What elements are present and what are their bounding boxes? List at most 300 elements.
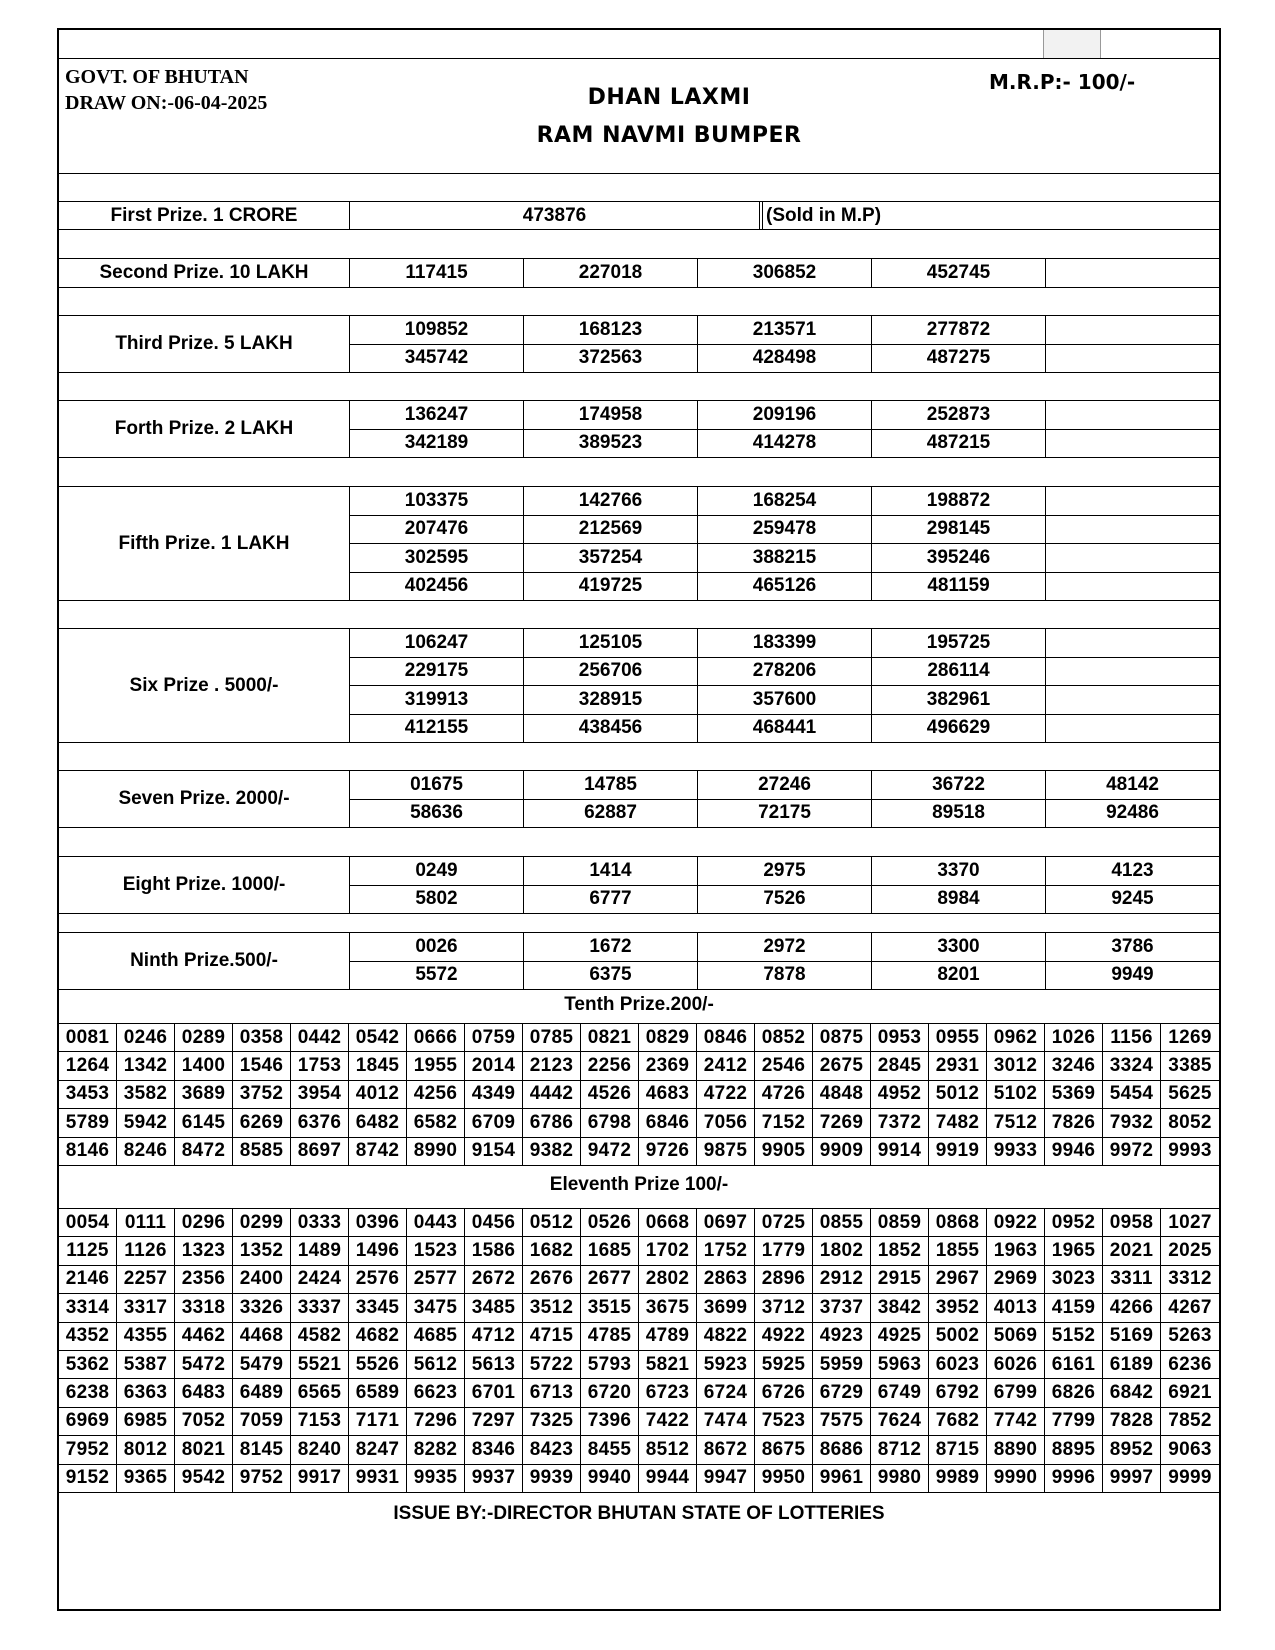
eleventh-prize-number: 7624: [871, 1408, 929, 1436]
eleventh-prize-number: 0697: [697, 1209, 755, 1237]
divider: [59, 58, 1219, 59]
tenth-prize-number: 8585: [233, 1138, 291, 1166]
eleventh-prize-number: 8012: [117, 1436, 175, 1464]
eleventh-prize-number: 9939: [523, 1465, 581, 1493]
eleventh-prize-number: 2802: [639, 1266, 697, 1294]
tenth-prize-number: 1026: [1045, 1024, 1103, 1052]
eleventh-prize-number: 4922: [755, 1323, 813, 1351]
tenth-prize-number: 6376: [291, 1109, 349, 1137]
tenth-prize-number: 3582: [117, 1081, 175, 1109]
eleventh-prize-number: 2676: [523, 1266, 581, 1294]
prize-number-row: [350, 885, 1219, 914]
tenth-prize-number: 0875: [813, 1024, 871, 1052]
prize-number: 1414: [524, 857, 698, 885]
eleventh-prize-number: 8672: [697, 1436, 755, 1464]
tenth-prize-number: 2256: [581, 1052, 639, 1080]
eleventh-prize-number: 0512: [523, 1209, 581, 1237]
eleventh-prize-number: 9961: [813, 1465, 871, 1493]
tenth-prize-number: 1156: [1103, 1024, 1161, 1052]
tenth-prize-number: 7372: [871, 1109, 929, 1137]
eleventh-prize-number: 8282: [407, 1436, 465, 1464]
tenth-prize-number: 0953: [871, 1024, 929, 1052]
eleventh-prize-number: 1965: [1045, 1237, 1103, 1265]
eleventh-prize-number: 2896: [755, 1266, 813, 1294]
eleventh-prize-number: 1685: [581, 1237, 639, 1265]
prize-number: [1046, 345, 1219, 373]
eleventh-prize-number: 6483: [175, 1379, 233, 1407]
eleventh-prize-number: 4468: [233, 1323, 291, 1351]
tenth-prize-number: 9154: [465, 1138, 523, 1166]
tenth-prize-number: 5942: [117, 1109, 175, 1137]
prize-number: 229175: [350, 658, 524, 686]
eleventh-prize-number: 5821: [639, 1351, 697, 1379]
eleventh-prize-number: 5362: [59, 1351, 117, 1379]
prize-number-row: [350, 401, 1219, 429]
tenth-prize-number: 3246: [1045, 1052, 1103, 1080]
prize-number: 487275: [872, 345, 1046, 373]
prize-number: 209196: [698, 401, 872, 429]
tenth-prize-number: 1400: [175, 1052, 233, 1080]
lottery-title: DHAN LAXMI: [587, 85, 751, 110]
eleventh-prize-number: 4582: [291, 1323, 349, 1351]
prize-number: 3786: [1111, 935, 1154, 957]
tenth-prize-number: 1269: [1161, 1024, 1219, 1052]
tenth-prize-number: 9946: [1045, 1138, 1103, 1166]
prize-number-row: [350, 515, 1219, 544]
eleventh-prize-number: 3312: [1161, 1266, 1219, 1294]
eleventh-prize-number: 6701: [465, 1379, 523, 1407]
prize-number: [1046, 629, 1219, 657]
tenth-prize-number: 1342: [117, 1052, 175, 1080]
prize-number-row: [350, 799, 1219, 828]
eleventh-prize-number: 5925: [755, 1351, 813, 1379]
prize-number: 6777: [524, 886, 698, 914]
prize-number: 306852: [698, 259, 872, 287]
eleventh-prize-number: 1802: [813, 1237, 871, 1265]
tenth-prize-number: 1753: [291, 1052, 349, 1080]
eleventh-prize-number: 1496: [349, 1237, 407, 1265]
eleventh-prize-number: 1523: [407, 1237, 465, 1265]
prize-number: 5802: [350, 886, 524, 914]
eleventh-prize-number: 6985: [117, 1408, 175, 1436]
eleventh-prize-number: 9999: [1161, 1465, 1219, 1493]
eleventh-prize-number: 0299: [233, 1209, 291, 1237]
eleventh-prize-number: 7742: [987, 1408, 1045, 1436]
eleventh-prize-number: 9917: [291, 1465, 349, 1493]
eleventh-prize-number: 7052: [175, 1408, 233, 1436]
eleventh-prize-number: 6489: [233, 1379, 291, 1407]
mrp-price: M.R.P:- 100/-: [989, 70, 1136, 94]
tenth-prize-number: 2931: [929, 1052, 987, 1080]
tenth-prize-number: 5454: [1103, 1081, 1161, 1109]
tenth-prize-number: 7512: [987, 1109, 1045, 1137]
eleventh-prize-number: 4682: [349, 1323, 407, 1351]
eleventh-prize-number: 6623: [407, 1379, 465, 1407]
eleventh-prize-number: 6720: [581, 1379, 639, 1407]
tenth-prize-number: 7826: [1045, 1109, 1103, 1137]
prize-number-row: [350, 487, 1219, 515]
tenth-prize-number: 7269: [813, 1109, 871, 1137]
tenth-prize-number: 0962: [987, 1024, 1045, 1052]
tenth-prize-number: 9726: [639, 1138, 697, 1166]
eleventh-prize-number: 9063: [1161, 1436, 1219, 1464]
tenth-prize-number: 4722: [697, 1081, 755, 1109]
prize-number: 136247: [350, 401, 524, 429]
tenth-prize-number: 2369: [639, 1052, 697, 1080]
eleventh-prize-number: 6713: [523, 1379, 581, 1407]
eleventh-prize-number: 6723: [639, 1379, 697, 1407]
tenth-prize-number: 0081: [59, 1024, 117, 1052]
eleventh-prize-number: 6729: [813, 1379, 871, 1407]
tenth-prize-number: 7932: [1103, 1109, 1161, 1137]
prize-number-row: [350, 714, 1219, 743]
prize-number: 207476: [350, 516, 524, 544]
eleventh-prize-number: 6724: [697, 1379, 755, 1407]
eleventh-prize-number: 2677: [581, 1266, 639, 1294]
tenth-prize-number: 0955: [929, 1024, 987, 1052]
prize-number-row: [350, 961, 1219, 990]
prize-row-6: [59, 628, 1219, 743]
prize-number: 5572: [350, 962, 524, 990]
tenth-prize-number: 2014: [465, 1052, 523, 1080]
eleventh-prize-number: 9950: [755, 1465, 813, 1493]
prize-number: [1046, 715, 1219, 743]
eleventh-prize-number: 4462: [175, 1323, 233, 1351]
prize-number: 142766: [524, 487, 698, 515]
eleventh-prize-number: 9996: [1045, 1465, 1103, 1493]
tenth-prize-number: 4952: [871, 1081, 929, 1109]
prize-number: [1046, 430, 1219, 458]
eleventh-prize-number: 4013: [987, 1294, 1045, 1322]
draw-date: DRAW ON:-06-04-2025: [65, 92, 268, 114]
prize-number: 395246: [872, 544, 1046, 572]
prize-number-row: [350, 771, 1219, 799]
tenth-prize-number: 3385: [1161, 1052, 1219, 1080]
tenth-prize-number: 0785: [523, 1024, 581, 1052]
prize-number: 72175: [698, 800, 872, 828]
eleventh-prize-number: 3023: [1045, 1266, 1103, 1294]
issuer-footer: ISSUE BY:-DIRECTOR BHUTAN STATE OF LOTTERIES: [393, 1503, 885, 1524]
eleventh-prize-number: 0855: [813, 1209, 871, 1237]
eleventh-prize-number: 6826: [1045, 1379, 1103, 1407]
eleventh-prize-number: 8512: [639, 1436, 697, 1464]
tenth-prize-number: 3752: [233, 1081, 291, 1109]
tenth-prize-number: 3453: [59, 1081, 117, 1109]
eleventh-prize-number: 4712: [465, 1323, 523, 1351]
first-prize-note: (Sold in M.P): [762, 202, 881, 229]
eleventh-prize-number: 8145: [233, 1436, 291, 1464]
prize-number: 8984: [872, 886, 1046, 914]
eleventh-prize-number: 0296: [175, 1209, 233, 1237]
eleventh-prize-number: 4789: [639, 1323, 697, 1351]
eleventh-prize-number: 5479: [233, 1351, 291, 1379]
eleventh-prize-number: 8712: [871, 1436, 929, 1464]
tenth-prize-number: 6582: [407, 1109, 465, 1137]
eleventh-prize-number: 8346: [465, 1436, 523, 1464]
eleventh-prize-number: 6189: [1103, 1351, 1161, 1379]
eleventh-prize-number: 9931: [349, 1465, 407, 1493]
prize-number: [1046, 544, 1219, 572]
tenth-prize-number: 9875: [697, 1138, 755, 1166]
eleventh-prize-number: 7297: [465, 1408, 523, 1436]
eleventh-prize-number: 6749: [871, 1379, 929, 1407]
eleventh-prize-number: 1323: [175, 1237, 233, 1265]
eleventh-prize-number: 1855: [929, 1237, 987, 1265]
divider: [59, 173, 1219, 174]
eleventh-prize-number: 5521: [291, 1351, 349, 1379]
prize-row-2: [59, 258, 1219, 288]
eleventh-prize-number: 1963: [987, 1237, 1045, 1265]
prize-number: 106247: [350, 629, 524, 657]
tenth-prize-number: 0759: [465, 1024, 523, 1052]
eleventh-prize-number: 1126: [117, 1237, 175, 1265]
prize-number-row: [350, 933, 1219, 961]
eleventh-prize-number: 6792: [929, 1379, 987, 1407]
prize-number: 7526: [698, 886, 872, 914]
eleventh-prize-number: 3311: [1103, 1266, 1161, 1294]
eleventh-prize-number: 3712: [755, 1294, 813, 1322]
tenth-prize-number: 8052: [1161, 1109, 1219, 1137]
first-prize-label: First Prize. 1 CRORE: [59, 202, 350, 229]
eleventh-prize-number: 6921: [1161, 1379, 1219, 1407]
eleventh-prize-number: 2863: [697, 1266, 755, 1294]
tenth-prize-number: 1845: [349, 1052, 407, 1080]
prize-number-row: [350, 629, 1219, 657]
eleventh-prize-number: 9937: [465, 1465, 523, 1493]
eleventh-prize-number: 7682: [929, 1408, 987, 1436]
eleventh-prize-number: 2356: [175, 1266, 233, 1294]
eleventh-prize-number: 7171: [349, 1408, 407, 1436]
prize-number-row: [350, 572, 1219, 601]
eleventh-prize-number: 6238: [59, 1379, 117, 1407]
tenth-prize-grid: [59, 1023, 1219, 1166]
prize-number: 7878: [698, 962, 872, 990]
tenth-prize-number: 2675: [813, 1052, 871, 1080]
eleventh-prize-number: 8890: [987, 1436, 1045, 1464]
eleventh-prize-number: 7422: [639, 1408, 697, 1436]
eleventh-prize-number: 2021: [1103, 1237, 1161, 1265]
eleventh-prize-number: 8423: [523, 1436, 581, 1464]
eleventh-prize-number: 1779: [755, 1237, 813, 1265]
eleventh-prize-number: 7852: [1161, 1408, 1219, 1436]
tenth-prize-number: 9972: [1103, 1138, 1161, 1166]
tenth-prize-number: 8990: [407, 1138, 465, 1166]
eleventh-prize-heading: Eleventh Prize 100/-: [549, 1174, 729, 1195]
eleventh-prize-number: 4685: [407, 1323, 465, 1351]
eleventh-prize-number: 5263: [1161, 1323, 1219, 1351]
eleventh-prize-number: 2424: [291, 1266, 349, 1294]
eleventh-prize-number: 3345: [349, 1294, 407, 1322]
eleventh-prize-number: 8247: [349, 1436, 407, 1464]
eleventh-prize-number: 6236: [1161, 1351, 1219, 1379]
eleventh-prize-number: 4266: [1103, 1294, 1161, 1322]
eleventh-prize-number: 3675: [639, 1294, 697, 1322]
eleventh-prize-number: 0456: [465, 1209, 523, 1237]
eleventh-prize-number: 9752: [233, 1465, 291, 1493]
eleventh-prize-number: 4715: [523, 1323, 581, 1351]
eleventh-prize-number: 1027: [1161, 1209, 1219, 1237]
eleventh-prize-number: 5963: [871, 1351, 929, 1379]
eleventh-prize-number: 1352: [233, 1237, 291, 1265]
prize-number: 402456: [350, 573, 524, 601]
tenth-prize-number: 4726: [755, 1081, 813, 1109]
prize-number: 9245: [1111, 888, 1154, 910]
prize-number: 6375: [524, 962, 698, 990]
prize-label: Ninth Prize.500/-: [59, 933, 350, 989]
prize-number: 414278: [698, 430, 872, 458]
eleventh-prize-number: 4822: [697, 1323, 755, 1351]
prize-number: 168123: [524, 316, 698, 344]
eleventh-prize-number: 7828: [1103, 1408, 1161, 1436]
prize-number: 278206: [698, 658, 872, 686]
tenth-prize-number: 9472: [581, 1138, 639, 1166]
prize-row-4: [59, 400, 1219, 458]
eleventh-prize-number: 8895: [1045, 1436, 1103, 1464]
tenth-prize-number: 8742: [349, 1138, 407, 1166]
prize-number-row: [350, 429, 1219, 458]
eleventh-prize-number: 0054: [59, 1209, 117, 1237]
tenth-prize-number: 8472: [175, 1138, 233, 1166]
eleventh-prize-number: 7575: [813, 1408, 871, 1436]
prize-number: 487215: [872, 430, 1046, 458]
eleventh-prize-number: 7153: [291, 1408, 349, 1436]
eleventh-prize-number: 8455: [581, 1436, 639, 1464]
eleventh-prize-number: 3699: [697, 1294, 755, 1322]
eleventh-prize-number: 6969: [59, 1408, 117, 1436]
tenth-prize-number: 0666: [407, 1024, 465, 1052]
prize-label: Third Prize. 5 LAKH: [59, 316, 350, 372]
prize-number: 183399: [698, 629, 872, 657]
eleventh-prize-number: 9989: [929, 1465, 987, 1493]
eleventh-prize-number: 5152: [1045, 1323, 1103, 1351]
eleventh-prize-number: 4925: [871, 1323, 929, 1351]
eleventh-prize-number: 5959: [813, 1351, 871, 1379]
eleventh-prize-number: 6726: [755, 1379, 813, 1407]
prize-row-7: [59, 770, 1219, 828]
eleventh-prize-number: 1489: [291, 1237, 349, 1265]
eleventh-prize-number: 3317: [117, 1294, 175, 1322]
prize-row-9: [59, 932, 1219, 990]
prize-number: 14785: [524, 771, 698, 799]
eleventh-prize-number: 7325: [523, 1408, 581, 1436]
tenth-prize-number: 3012: [987, 1052, 1045, 1080]
eleventh-prize-number: 9997: [1103, 1465, 1161, 1493]
prize-label: Fifth Prize. 1 LAKH: [59, 487, 350, 600]
prize-number: 117415: [350, 259, 524, 287]
prize-number: [1046, 686, 1219, 714]
tenth-prize-number: 5369: [1045, 1081, 1103, 1109]
prize-number-row: [350, 316, 1219, 344]
eleventh-prize-number: 9980: [871, 1465, 929, 1493]
prize-number: 438456: [524, 715, 698, 743]
prize-number: 109852: [350, 316, 524, 344]
tenth-prize-number: 0852: [755, 1024, 813, 1052]
eleventh-prize-number: 6023: [929, 1351, 987, 1379]
eleventh-prize-number: 0526: [581, 1209, 639, 1237]
prize-row-5: [59, 486, 1219, 601]
eleventh-prize-number: 4267: [1161, 1294, 1219, 1322]
tenth-prize-number: 9905: [755, 1138, 813, 1166]
tenth-prize-number: 3954: [291, 1081, 349, 1109]
tenth-prize-number: 6786: [523, 1109, 581, 1137]
tenth-prize-number: 2412: [697, 1052, 755, 1080]
prize-number: 428498: [698, 345, 872, 373]
prize-number: 8201: [872, 962, 1046, 990]
prize-number: 302595: [350, 544, 524, 572]
eleventh-prize-number: 7523: [755, 1408, 813, 1436]
prize-number: 277872: [872, 316, 1046, 344]
prize-row-8: [59, 856, 1219, 914]
prize-number-row: [350, 657, 1219, 686]
prize-number: 48142: [1106, 773, 1159, 795]
prize-number: 388215: [698, 544, 872, 572]
prize-number: 252873: [872, 401, 1046, 429]
prize-number: 357254: [524, 544, 698, 572]
eleventh-prize-number: 3952: [929, 1294, 987, 1322]
tenth-prize-number: 6709: [465, 1109, 523, 1137]
prize-number: 62887: [524, 800, 698, 828]
prize-number: 452745: [872, 259, 1046, 287]
prize-number: 212569: [524, 516, 698, 544]
prize-number: 0026: [350, 933, 524, 961]
eleventh-prize-number: 1852: [871, 1237, 929, 1265]
prize-number: 195725: [872, 629, 1046, 657]
prize-number: 319913: [350, 686, 524, 714]
prize-number: 174958: [524, 401, 698, 429]
eleventh-prize-number: 5793: [581, 1351, 639, 1379]
prize-number: 256706: [524, 658, 698, 686]
tenth-prize-number: 0358: [233, 1024, 291, 1052]
tenth-prize-number: 5012: [929, 1081, 987, 1109]
eleventh-prize-number: 0668: [639, 1209, 697, 1237]
eleventh-prize-number: 3314: [59, 1294, 117, 1322]
tenth-prize-number: 0289: [175, 1024, 233, 1052]
lottery-result-sheet: [57, 28, 1221, 1611]
prize-number-row: [350, 685, 1219, 714]
header-left: [65, 64, 267, 116]
prize-number: [1046, 487, 1219, 515]
eleventh-prize-number: 9542: [175, 1465, 233, 1493]
prize-number: 286114: [872, 658, 1046, 686]
tenth-prize-number: 6798: [581, 1109, 639, 1137]
tenth-prize-number: 7152: [755, 1109, 813, 1137]
eleventh-prize-number: 2967: [929, 1266, 987, 1294]
prize-number: 345742: [350, 345, 524, 373]
prize-number: [1046, 259, 1219, 287]
eleventh-prize-number: 3485: [465, 1294, 523, 1322]
prize-number: 382961: [872, 686, 1046, 714]
eleventh-prize-number: 5526: [349, 1351, 407, 1379]
prize-row-3: [59, 315, 1219, 373]
eleventh-prize-number: 7059: [233, 1408, 291, 1436]
eleventh-prize-number: 0952: [1045, 1209, 1103, 1237]
eleventh-prize-number: 3337: [291, 1294, 349, 1322]
eleventh-prize-number: 0958: [1103, 1209, 1161, 1237]
eleventh-prize-number: 3512: [523, 1294, 581, 1322]
eleventh-prize-number: 9990: [987, 1465, 1045, 1493]
prize-number: 419725: [524, 573, 698, 601]
prize-number: [1046, 516, 1219, 544]
eleventh-prize-number: 1586: [465, 1237, 523, 1265]
eleventh-prize-number: 9940: [581, 1465, 639, 1493]
eleventh-prize-number: 6363: [117, 1379, 175, 1407]
eleventh-prize-number: 6026: [987, 1351, 1045, 1379]
tenth-prize-number: 9914: [871, 1138, 929, 1166]
eleventh-prize-number: 5613: [465, 1351, 523, 1379]
tenth-prize-heading: Tenth Prize.200/-: [564, 994, 714, 1015]
tenth-prize-number: 2123: [523, 1052, 581, 1080]
tenth-prize-number: 1955: [407, 1052, 465, 1080]
